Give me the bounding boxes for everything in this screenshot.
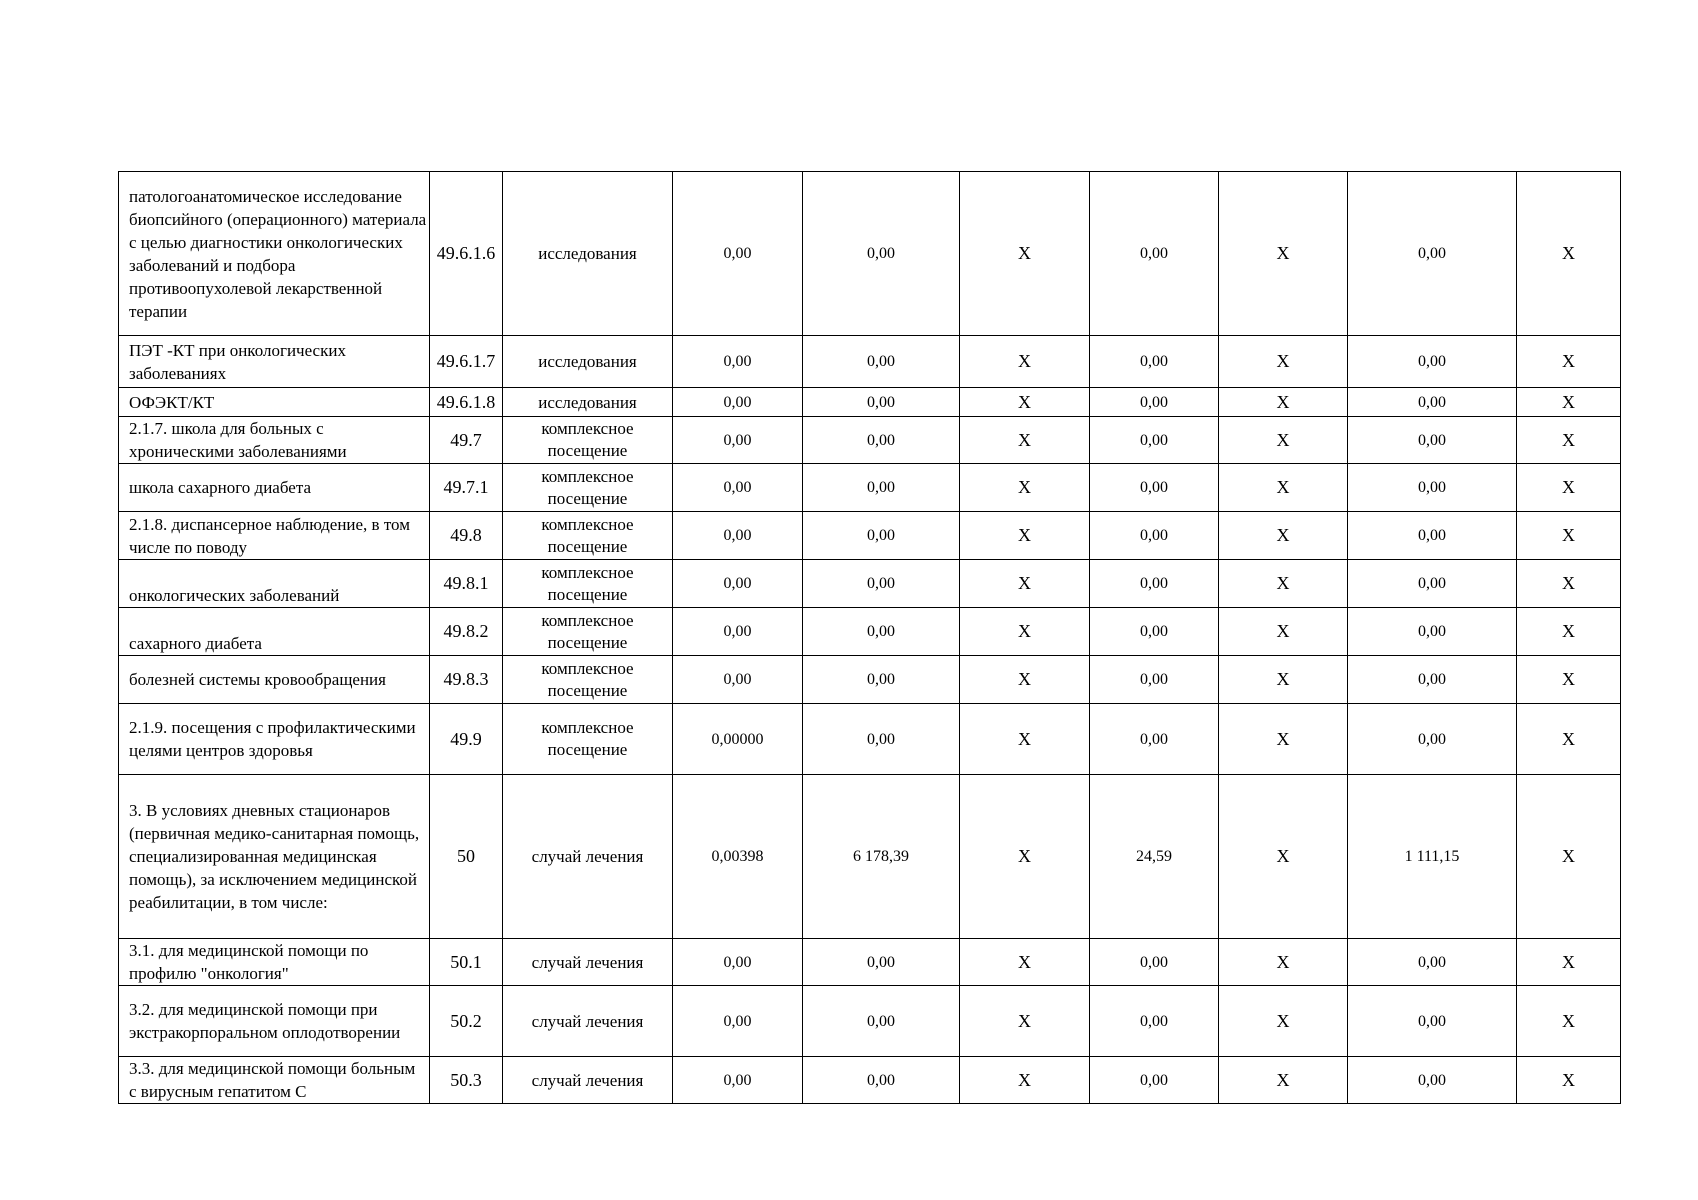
row-x-3: X — [1517, 512, 1621, 560]
row-x-3: X — [1517, 939, 1621, 986]
row-norm: 0,00000 — [673, 704, 803, 775]
table-row — [119, 775, 1621, 939]
row-norm: 0,00 — [673, 608, 803, 656]
row-unit: случай лечения — [503, 1057, 673, 1104]
row-name: онкологических заболеваний — [119, 560, 430, 608]
row-x-2: X — [1219, 704, 1348, 775]
row-x-2: X — [1219, 388, 1348, 417]
row-cost: 0,00 — [803, 388, 960, 417]
row-unit: случай лечения — [503, 986, 673, 1057]
row-name: патологоанатомическое исследование биопсийного (операционного) материала с целью диагностики онкологических заболеваний и подбора противоопухолевой лекарственной терапии — [119, 172, 430, 336]
row-code: 49.9 — [430, 704, 503, 775]
row-code: 49.8.3 — [430, 656, 503, 704]
row-code: 50 — [430, 775, 503, 939]
row-x-1: X — [960, 775, 1090, 939]
row-unit: комплексное посещение — [503, 656, 673, 704]
table-row — [119, 560, 1621, 608]
row-value-1: 0,00 — [1090, 560, 1219, 608]
row-norm: 0,00 — [673, 986, 803, 1057]
row-x-2: X — [1219, 986, 1348, 1057]
table-row — [119, 704, 1621, 775]
row-code: 49.6.1.7 — [430, 336, 503, 388]
row-code: 49.8 — [430, 512, 503, 560]
row-cost: 0,00 — [803, 172, 960, 336]
table-row — [119, 417, 1621, 464]
row-name: школа сахарного диабета — [119, 464, 430, 512]
table-row — [119, 608, 1621, 656]
row-unit: комплексное посещение — [503, 608, 673, 656]
row-x-3: X — [1517, 986, 1621, 1057]
row-value-2: 0,00 — [1348, 986, 1517, 1057]
row-x-3: X — [1517, 1057, 1621, 1104]
row-value-1: 0,00 — [1090, 608, 1219, 656]
row-x-2: X — [1219, 939, 1348, 986]
row-name: 2.1.8. диспансерное наблюдение, в том числе по поводу — [119, 512, 430, 560]
row-norm: 0,00 — [673, 388, 803, 417]
row-value-2: 0,00 — [1348, 388, 1517, 417]
row-cost: 0,00 — [803, 939, 960, 986]
row-code: 49.8.1 — [430, 560, 503, 608]
row-name: 2.1.9. посещения с профилактическими целями центров здоровья — [119, 704, 430, 775]
row-cost: 0,00 — [803, 704, 960, 775]
row-x-1: X — [960, 512, 1090, 560]
table-row — [119, 512, 1621, 560]
row-value-1: 0,00 — [1090, 512, 1219, 560]
row-x-3: X — [1517, 560, 1621, 608]
row-x-3: X — [1517, 336, 1621, 388]
row-x-2: X — [1219, 608, 1348, 656]
row-name: болезней системы кровообращения — [119, 656, 430, 704]
row-cost: 0,00 — [803, 986, 960, 1057]
row-value-2: 0,00 — [1348, 608, 1517, 656]
row-cost: 0,00 — [803, 608, 960, 656]
row-value-2: 0,00 — [1348, 560, 1517, 608]
row-x-2: X — [1219, 775, 1348, 939]
row-x-1: X — [960, 939, 1090, 986]
row-x-3: X — [1517, 388, 1621, 417]
row-value-1: 0,00 — [1090, 464, 1219, 512]
row-norm: 0,00398 — [673, 775, 803, 939]
row-code: 49.7.1 — [430, 464, 503, 512]
row-norm: 0,00 — [673, 172, 803, 336]
row-value-1: 0,00 — [1090, 704, 1219, 775]
row-unit: комплексное посещение — [503, 560, 673, 608]
row-code: 50.1 — [430, 939, 503, 986]
row-x-2: X — [1219, 172, 1348, 336]
table-row — [119, 656, 1621, 704]
row-name: 3.2. для медицинской помощи при экстракорпоральном оплодотворении — [119, 986, 430, 1057]
row-code: 50.2 — [430, 986, 503, 1057]
row-cost: 0,00 — [803, 336, 960, 388]
row-value-2: 1 111,15 — [1348, 775, 1517, 939]
row-name: 3. В условиях дневных стационаров (первичная медико-санитарная помощь, специализированная медицинская помощь), за исключением медицинской реабилитации, в том числе: — [119, 775, 430, 939]
row-cost: 0,00 — [803, 464, 960, 512]
row-name: ОФЭКТ/КТ — [119, 388, 430, 417]
row-x-1: X — [960, 704, 1090, 775]
row-value-2: 0,00 — [1348, 172, 1517, 336]
row-value-1: 0,00 — [1090, 388, 1219, 417]
row-value-2: 0,00 — [1348, 704, 1517, 775]
row-x-1: X — [960, 417, 1090, 464]
row-norm: 0,00 — [673, 656, 803, 704]
row-x-3: X — [1517, 172, 1621, 336]
row-code: 50.3 — [430, 1057, 503, 1104]
row-x-1: X — [960, 172, 1090, 336]
row-unit: исследования — [503, 336, 673, 388]
row-x-3: X — [1517, 704, 1621, 775]
row-norm: 0,00 — [673, 336, 803, 388]
row-name: 3.1. для медицинской помощи по профилю "онкология" — [119, 939, 430, 986]
row-x-2: X — [1219, 336, 1348, 388]
row-norm: 0,00 — [673, 512, 803, 560]
row-norm: 0,00 — [673, 939, 803, 986]
row-x-1: X — [960, 656, 1090, 704]
row-norm: 0,00 — [673, 464, 803, 512]
row-unit: комплексное посещение — [503, 417, 673, 464]
row-code: 49.6.1.6 — [430, 172, 503, 336]
row-x-1: X — [960, 464, 1090, 512]
row-value-2: 0,00 — [1348, 417, 1517, 464]
row-unit: исследования — [503, 388, 673, 417]
row-x-1: X — [960, 986, 1090, 1057]
table-row — [119, 336, 1621, 388]
table-row — [119, 464, 1621, 512]
row-value-2: 0,00 — [1348, 336, 1517, 388]
row-cost: 0,00 — [803, 560, 960, 608]
row-value-1: 0,00 — [1090, 656, 1219, 704]
row-code: 49.7 — [430, 417, 503, 464]
table-row — [119, 1057, 1621, 1104]
row-value-2: 0,00 — [1348, 656, 1517, 704]
row-name: сахарного диабета — [119, 608, 430, 656]
row-x-1: X — [960, 388, 1090, 417]
row-x-2: X — [1219, 417, 1348, 464]
row-x-3: X — [1517, 608, 1621, 656]
row-value-1: 0,00 — [1090, 336, 1219, 388]
row-cost: 0,00 — [803, 1057, 960, 1104]
row-name: ПЭТ -КТ при онкологических заболеваниях — [119, 336, 430, 388]
row-cost: 0,00 — [803, 512, 960, 560]
row-x-1: X — [960, 336, 1090, 388]
row-value-1: 24,59 — [1090, 775, 1219, 939]
row-value-1: 0,00 — [1090, 1057, 1219, 1104]
table-row — [119, 986, 1621, 1057]
row-x-2: X — [1219, 560, 1348, 608]
row-unit: случай лечения — [503, 775, 673, 939]
row-x-2: X — [1219, 1057, 1348, 1104]
row-x-3: X — [1517, 464, 1621, 512]
row-norm: 0,00 — [673, 560, 803, 608]
row-name: 2.1.7. школа для больных с хроническими заболеваниями — [119, 417, 430, 464]
row-cost: 0,00 — [803, 417, 960, 464]
row-value-1: 0,00 — [1090, 172, 1219, 336]
table-row — [119, 388, 1621, 417]
data-table — [118, 171, 1621, 1104]
row-unit: комплексное посещение — [503, 704, 673, 775]
row-unit: комплексное посещение — [503, 464, 673, 512]
row-unit: комплексное посещение — [503, 512, 673, 560]
row-cost: 0,00 — [803, 656, 960, 704]
row-value-2: 0,00 — [1348, 1057, 1517, 1104]
row-cost: 6 178,39 — [803, 775, 960, 939]
row-value-2: 0,00 — [1348, 939, 1517, 986]
row-x-1: X — [960, 560, 1090, 608]
row-x-3: X — [1517, 775, 1621, 939]
row-unit: случай лечения — [503, 939, 673, 986]
row-code: 49.6.1.8 — [430, 388, 503, 417]
row-x-2: X — [1219, 656, 1348, 704]
row-x-1: X — [960, 608, 1090, 656]
row-value-1: 0,00 — [1090, 986, 1219, 1057]
row-norm: 0,00 — [673, 1057, 803, 1104]
row-code: 49.8.2 — [430, 608, 503, 656]
row-name: 3.3. для медицинской помощи больным с вирусным гепатитом С — [119, 1057, 430, 1104]
table-row — [119, 172, 1621, 336]
row-value-1: 0,00 — [1090, 417, 1219, 464]
row-value-2: 0,00 — [1348, 512, 1517, 560]
row-x-3: X — [1517, 417, 1621, 464]
table-row — [119, 939, 1621, 986]
row-x-2: X — [1219, 464, 1348, 512]
row-norm: 0,00 — [673, 417, 803, 464]
row-unit: исследования — [503, 172, 673, 336]
row-value-1: 0,00 — [1090, 939, 1219, 986]
row-value-2: 0,00 — [1348, 464, 1517, 512]
row-x-1: X — [960, 1057, 1090, 1104]
row-x-2: X — [1219, 512, 1348, 560]
row-x-3: X — [1517, 656, 1621, 704]
